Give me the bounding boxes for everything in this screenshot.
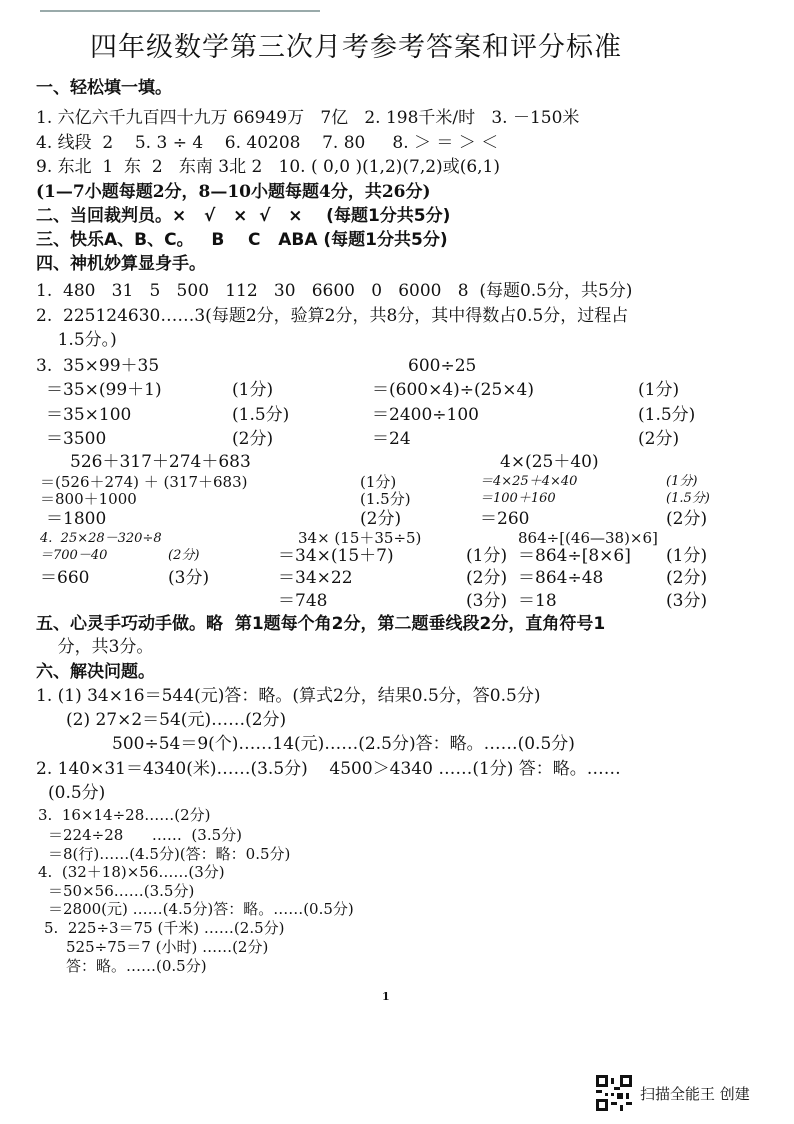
answer-line: ＝8(行)……(4.5分)(答：略：0.5分)	[48, 845, 291, 863]
answer-line: (2分)	[466, 568, 508, 588]
answer-line: (2分)	[168, 548, 200, 563]
answer-line: (0.5分)	[48, 783, 106, 803]
answer-line: 1. 六亿六千九百四十九万 66949万 7亿 2. 198千米/时 3. －150米	[36, 108, 580, 128]
answer-line: 4. 线段 2 5. 3 ÷ 4 6. 40208 7. 80 8. ＞ ＝ ＞ ＜	[36, 133, 499, 153]
answer-line: ＝3500	[46, 429, 107, 449]
section-heading: 二、当回裁判员。× √ × √ × (每题1分共5分)	[36, 206, 451, 226]
answer-line: 答：略。……(0.5分)	[66, 957, 207, 975]
answer-line: (1.5分)	[360, 490, 411, 508]
answer-line: 600÷25	[408, 356, 477, 376]
answer-line: ＝260	[480, 509, 530, 529]
answer-line: 4×(25＋40)	[500, 452, 599, 472]
answer-line: (1分)	[666, 546, 708, 566]
answer-line: 34× (15＋35÷5)	[298, 529, 422, 547]
answer-line: 864÷[(46—38)×6]	[518, 529, 658, 547]
answer-line: 9. 东北 1 东 2 东南 3北 2 10. ( 0,0 )(1,2)(7,2)或(6,1)	[36, 157, 500, 177]
answer-line: 1.5分。)	[36, 330, 117, 350]
answer-line: 5. 225÷3＝75 (千米) ……(2.5分)	[44, 919, 285, 937]
answer-line: ＝34×22	[278, 568, 353, 588]
answer-line: (2分)	[638, 429, 680, 449]
answer-line: (3分)	[168, 568, 210, 588]
answer-line: ＝18	[518, 591, 557, 611]
answer-line: (1分)	[638, 380, 680, 400]
section-heading: 六、解决问题。	[36, 662, 155, 682]
answer-line: ＝35×100	[46, 405, 132, 425]
answer-line: (1—7小题每题2分，8—10小题每题4分，共26分)	[36, 182, 431, 202]
answer-line: (1.5分)	[638, 405, 696, 425]
answer-line: 1. 480 31 5 500 112 30 6600 0 6000 8 (每题0.5分，共5分)	[36, 281, 633, 301]
answer-line: ＝34×(15＋7)	[278, 546, 394, 566]
page-number: 1	[382, 990, 390, 1003]
answer-line: 500÷54＝9(个)……14(元)……(2.5分)答：略。……(0.5分)	[112, 734, 575, 754]
answer-line: ＝864÷48	[518, 568, 604, 588]
answer-line: (3分)	[666, 591, 708, 611]
section-heading: 三、快乐A、B、C。 B C ABA (每题1分共5分)	[36, 230, 448, 250]
answer-line: 3. 16×14÷28……(2分)	[38, 806, 211, 824]
answer-line: ＝2400÷100	[372, 405, 479, 425]
answer-line: 3. 35×99＋35	[36, 356, 160, 376]
scan-edge-line	[40, 10, 320, 12]
answer-line: (3分)	[466, 591, 508, 611]
answer-line: (1分)	[466, 546, 508, 566]
section-heading: 五、心灵手巧动手做。略 第1题每个角2分，第二题垂线段2分，直角符号1	[36, 614, 606, 634]
answer-line: ＝4×25＋4×40	[480, 474, 578, 489]
answer-line: 526＋317＋274＋683	[70, 452, 251, 472]
answer-line: (1分)	[360, 473, 397, 491]
footer-watermark: 扫描全能王 创建	[640, 1085, 750, 1103]
answer-line: 525÷75＝7 (小时) ……(2分)	[66, 938, 269, 956]
answer-line: ＝100＋160	[480, 491, 556, 506]
answer-line: (2分)	[666, 568, 708, 588]
answer-line: (2分)	[360, 509, 402, 529]
answer-line: ＝(526＋274) ＋ (317＋683)	[40, 473, 248, 491]
answer-line: ＝224÷28 …… (3.5分)	[48, 826, 242, 844]
answer-line: (2) 27×2＝54(元)……(2分)	[66, 710, 287, 730]
answer-line: ＝800＋1000	[40, 490, 137, 508]
answer-line: ＝864÷[8×6]	[518, 546, 631, 566]
answer-line: ＝(600×4)÷(25×4)	[372, 380, 534, 400]
answer-line: (1分)	[666, 474, 698, 489]
answer-line: (1分)	[232, 380, 274, 400]
answer-line: ＝35×(99＋1)	[46, 380, 162, 400]
answer-line: ＝2800(元) ……(4.5分)答：略。……(0.5分)	[48, 900, 354, 918]
answer-line: ＝50×56……(3.5分)	[48, 882, 195, 900]
answer-line: (1.5分)	[232, 405, 290, 425]
answer-line: 2. 140×31＝4340(米)……(3.5分) 4500＞4340 ……(1分) 答：略。……	[36, 759, 621, 779]
qr-code-icon	[596, 1075, 632, 1111]
answer-line: ＝660	[40, 568, 90, 588]
answer-line: 4. (32＋18)×56……(3分)	[38, 863, 225, 881]
page-title: 四年级数学第三次月考参考答案和评分标准	[90, 32, 622, 63]
answer-line: 1. (1) 34×16＝544(元)答：略。(算式2分，结果0.5分，答0.5分)	[36, 686, 541, 706]
section-heading: 一、轻松填一填。	[36, 78, 172, 98]
answer-line: (2分)	[666, 509, 708, 529]
answer-line: (2分)	[232, 429, 274, 449]
answer-line: ＝1800	[46, 509, 107, 529]
answer-line: 4. 25×28－320÷8	[40, 531, 162, 546]
answer-line: ＝748	[278, 591, 328, 611]
answer-line: 2. 225124630……3(每题2分，验算2分，共8分，其中得数占0.5分，过程占	[36, 306, 629, 326]
section-heading: 四、神机妙算显身手。	[36, 254, 206, 274]
answer-line: 分，共3分。	[36, 637, 154, 657]
answer-line: (1.5分)	[666, 491, 710, 506]
answer-line: ＝24	[372, 429, 411, 449]
answer-line: ＝700－40	[40, 548, 108, 563]
